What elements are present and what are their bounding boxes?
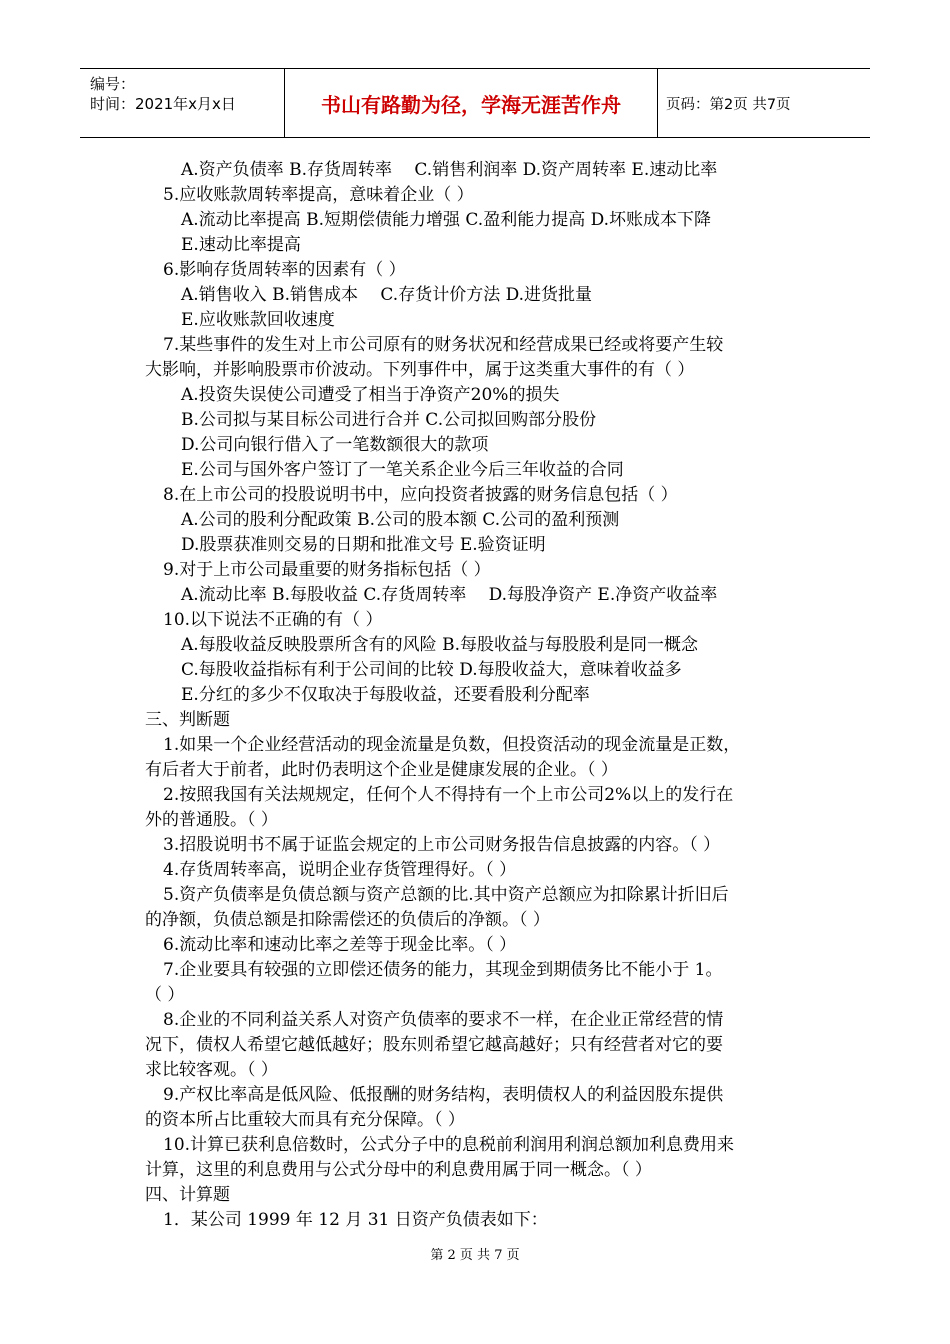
text-line: 6.流动比率和速动比率之差等于现金比率。（ ） [163, 935, 517, 955]
page-footer: 第 2 页 共 7 页 [430, 1248, 520, 1263]
header-motto: 书山有路勤为径，学海无涯苦作舟 [285, 69, 658, 137]
text-line: 有后者大于前者，此时仍表明这个企业是健康发展的企业。（ ） [145, 760, 618, 780]
text-line: 4.存货周转率高，说明企业存货管理得好。（ ） [163, 860, 517, 880]
text-line: 计算，这里的利息费用与公式分母中的利息费用属于同一概念。（ ） [145, 1160, 652, 1180]
text-line: A.流动比率提高 B.短期偿债能力增强 C.盈利能力提高 D.坏账成本下降 [181, 210, 712, 230]
text-line: 9.对于上市公司最重要的财务指标包括（ ） [163, 560, 491, 580]
text-line: C.每股收益指标有利于公司间的比较 D.每股收益大，意味着收益多 [181, 660, 682, 680]
text-line: 10.以下说法不正确的有（ ） [163, 610, 383, 630]
text-line: A.流动比率 B.每股收益 C.存货周转率 D.每股净资产 E.净资产收益率 [181, 585, 718, 605]
text-line: 8.在上市公司的投股说明书中，应向投资者披露的财务信息包括（ ） [163, 485, 678, 505]
text-line: E.应收账款回收速度 [181, 310, 335, 330]
text-line: D.公司向银行借入了一笔数额很大的款项 [181, 435, 489, 455]
text-line: A.销售收入 B.销售成本 C.存货计价方法 D.进货批量 [181, 285, 593, 305]
header-page-info: 页码：第2页 共7页 [666, 96, 791, 113]
text-line: A.每股收益反映股票所含有的风险 B.每股收益与每股股利是同一概念 [181, 635, 698, 655]
text-line: 8.企业的不同利益关系人对资产负债率的要求不一样，在企业正常经营的情 [163, 1010, 724, 1030]
document-date: 时间：2021年x月x日 [90, 95, 236, 113]
text-line: 9.产权比率高是低风险、低报酬的财务结构，表明债权人的利益因股东提供 [163, 1085, 724, 1105]
section-heading: 三、判断题 [145, 710, 230, 730]
text-line: 10.计算已获利息倍数时，公式分子中的息税前利润用利润总额加利息费用来 [163, 1135, 735, 1155]
text-line: E.速动比率提高 [181, 235, 301, 255]
text-line: 大影响，并影响股票市价波动。下列事件中，属于这类重大事件的有（ ） [145, 360, 695, 380]
text-line: （ ） [145, 985, 185, 1005]
text-line: A.投资失误使公司遭受了相当于净资产20%的损失 [181, 385, 560, 405]
section-heading: 四、计算题 [145, 1185, 230, 1205]
text-line: 况下，债权人希望它越低越好；股东则希望它越高越好；只有经营者对它的要 [145, 1035, 723, 1055]
text-line: A.公司的股利分配政策 B.公司的股本额 C.公司的盈利预测 [181, 510, 620, 530]
text-line: 7.企业要具有较强的立即偿还债务的能力，其现金到期债务比不能小于 1。 [163, 960, 723, 980]
text-line: 7.某些事件的发生对上市公司原有的财务状况和经营成果已经或将要产生较 [163, 335, 724, 355]
text-line: 6.影响存货周转率的因素有（ ） [163, 260, 406, 280]
text-line: D.股票获准则交易的日期和批准文号 E.验资证明 [181, 535, 546, 555]
page-header [80, 68, 870, 138]
text-line: 5.应收账款周转率提高，意味着企业（ ） [163, 185, 474, 205]
text-line: 2.按照我国有关法规规定，任何个人不得持有一个上市公司2%以上的发行在 [163, 785, 734, 805]
text-line: 外的普通股。（ ） [145, 810, 278, 830]
text-line: 的资本所占比重较大而具有充分保障。（ ） [145, 1110, 465, 1130]
text-line: 3.招股说明书不属于证监会规定的上市公司财务报告信息披露的内容。（ ） [163, 835, 721, 855]
text-line: B.公司拟与某目标公司进行合并 C.公司拟回购部分股份 [181, 410, 597, 430]
text-line: E.公司与国外客户签订了一笔关系企业今后三年收益的合同 [181, 460, 624, 480]
text-line: 的净额，负债总额是扣除需偿还的负债后的净额。（ ） [145, 910, 550, 930]
text-line: E.分红的多少不仅取决于每股收益，还要看股利分配率 [181, 685, 590, 705]
header-meta [80, 69, 285, 137]
text-line: 5.资产负债率是负债总额与资产总额的比.其中资产总额应为扣除累计折旧后 [163, 885, 729, 905]
text-line: A.资产负债率 B.存货周转率 C.销售利润率 D.资产周转率 E.速动比率 [181, 160, 718, 180]
text-line: 求比较客观。（ ） [145, 1060, 278, 1080]
document-number: 编号： [90, 75, 136, 93]
text-line: 1．某公司 1999 年 12 月 31 日资产负债表如下： [163, 1210, 548, 1230]
text-line: 1.如果一个企业经营活动的现金流量是负数，但投资活动的现金流量是正数， [163, 735, 741, 755]
